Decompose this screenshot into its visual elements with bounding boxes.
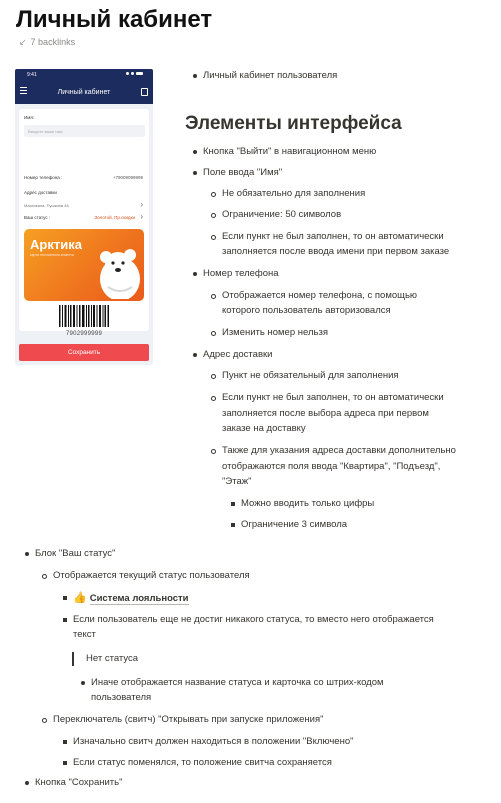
phone-time: 9:41 — [27, 72, 37, 78]
loyalty-card-title: Арктика — [30, 237, 82, 252]
phone-nav-title: Личный кабинет — [57, 89, 111, 96]
save-button[interactable]: Сохранить — [19, 344, 149, 361]
list-item: Если пункт не был заполнен, то он автоматически — [222, 231, 444, 242]
section-heading: Элементы интерфейса — [185, 113, 402, 134]
quote-bar — [72, 652, 74, 666]
list-item: Изначально свитч должен находиться в положении "Включено" — [73, 736, 354, 747]
list-item: Если пользователь еще не достиг никакого статуса, то вместо него отображается — [73, 614, 434, 625]
list-item: Номер телефона — [203, 268, 279, 279]
phone-label: Номер телефона : — [24, 175, 63, 180]
list-item: Адрес доставки — [203, 349, 273, 360]
list-item-continuation: заполняется после выбора адреса при первом — [222, 408, 429, 419]
list-item: Изменить номер нельзя — [222, 327, 328, 338]
list-item: Кнопка "Сохранить" — [35, 777, 123, 788]
list-item-continuation: "Этаж" — [222, 476, 252, 487]
list-item: Также для указания адреса доставки дополнительно — [222, 445, 456, 456]
list-item-continuation: которого пользователь авторизовался — [222, 305, 391, 316]
chevron-right-icon[interactable]: › — [140, 212, 143, 221]
list-item-continuation: текст — [73, 629, 96, 640]
status-indicators — [126, 72, 143, 75]
profile-form-card — [19, 109, 149, 337]
exit-icon[interactable] — [141, 88, 148, 96]
list-item: Ограничение 3 символа — [241, 519, 348, 530]
polar-bear-icon — [94, 243, 142, 299]
list-item: Кнопка "Выйти" в навигационном меню — [203, 146, 377, 157]
phone-mockup — [15, 69, 153, 365]
list-item: Если статус поменялся, то положение свитча сохраняется — [73, 757, 332, 768]
loyalty-card — [24, 229, 144, 301]
status-value: Золотой, Пр.скидки — [94, 215, 135, 220]
list-item — [73, 591, 189, 606]
name-input[interactable] — [24, 125, 145, 137]
list-item-continuation: заполняется после ввода имени при первом заказе — [222, 246, 450, 257]
list-item: Ограничение: 50 символов — [222, 209, 342, 220]
loyalty-card-subtitle: карта постоянного клиента — [30, 253, 74, 257]
list-item: Иначе отображается название статуса и карточка со штрих-кодом — [91, 677, 384, 688]
backlinks-link[interactable] — [19, 37, 75, 48]
list-item: Личный кабинет пользователя — [203, 70, 338, 81]
address-label: Адрес доставки — [24, 190, 57, 195]
list-item: Не обязательно для заполнения — [222, 188, 366, 199]
barcode-number: 7902999999 — [65, 331, 103, 337]
list-item: Блок "Ваш статус" — [35, 548, 116, 559]
loyalty-system-link[interactable]: Система лояльности — [89, 593, 189, 604]
chevron-right-icon[interactable]: › — [140, 200, 143, 209]
backlinks-arrow-icon: ↙ — [19, 37, 27, 47]
list-item: Пункт не обязательный для заполнения — [222, 370, 399, 381]
thumbs-up-icon: 👍 — [73, 592, 87, 604]
list-item: Переключатель (свитч) "Открывать при запуске приложения" — [53, 714, 324, 725]
list-item-continuation: пользователя — [91, 692, 152, 703]
backlinks-label: 7 backlinks — [30, 37, 76, 47]
list-item: Можно вводить только цифры — [241, 498, 375, 509]
list-item: Отображается текущий статус пользователя — [53, 570, 250, 581]
name-label: Имя: — [24, 115, 35, 120]
barcode-icon — [59, 305, 109, 327]
list-item: Отображается номер телефона, с помощью — [222, 290, 418, 301]
list-item: Если пункт не был заполнен, то он автоматически — [222, 392, 444, 403]
battery-icon — [136, 72, 143, 75]
phone-nav-bar — [15, 81, 153, 104]
name-placeholder: Введите ваше имя — [28, 129, 63, 134]
list-item-continuation: заказе на доставку — [222, 423, 306, 434]
list-item-continuation: отображаются поля ввода "Квартира", "Подъезд", — [222, 461, 441, 472]
list-item: Поле ввода "Имя" — [203, 167, 283, 178]
phone-value: +79009099999 — [112, 175, 143, 180]
quote-text: Нет статуса — [86, 653, 139, 664]
page-title: Личный кабинет — [16, 6, 213, 33]
status-label: Ваш статус : — [24, 215, 51, 220]
phone-status-bar — [15, 69, 153, 81]
wifi-icon — [131, 72, 134, 75]
address-value[interactable]: Махачкала, Пушкина 46 — [24, 203, 69, 208]
signal-icon — [126, 72, 129, 75]
